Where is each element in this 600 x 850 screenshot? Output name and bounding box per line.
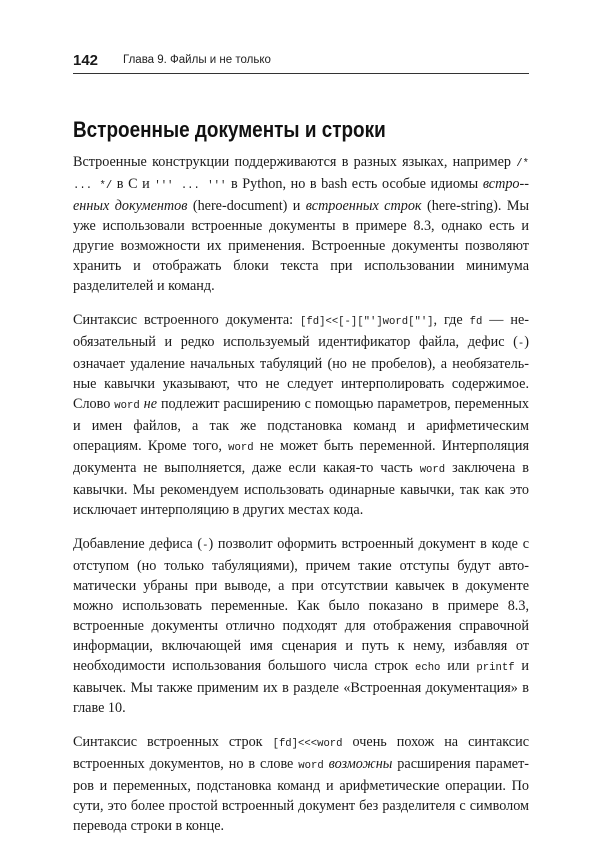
emphasis-text: встроенных строк — [305, 198, 422, 214]
body-text — [73, 152, 529, 850]
inline-code: /* ... */ — [73, 158, 529, 192]
text-run: , где — [433, 312, 470, 328]
text-run: подлежит расширению с помощью параметров, переменных и имен файлов, а так же подстановка команд и арифметическим операциям. Кроме того, — [73, 396, 530, 454]
text-run: заключена в кавычки. Мы рекомендуем использовать одинарные кавычки, так как это исключает интерполяцию в других местах кода. — [73, 460, 529, 518]
text-run: (here-string). Мы уже использовали встроенные документы в примере 8.3, однако есть и другие возможности их применения. Встроенные документы позволяют хранить и отображать блоки текста при использовании минимума разделителей и команд. — [73, 198, 529, 294]
inline-code: [fd]<<[-]["']word["'] — [300, 316, 434, 328]
paragraph — [73, 534, 529, 718]
text-run: или — [440, 658, 477, 674]
inline-code: - — [517, 338, 525, 350]
text-run: в C и — [112, 176, 155, 192]
emphasis-text: возможны — [328, 756, 393, 772]
section-title: Встроенные документы и строки — [73, 117, 386, 142]
text-run: Встроенные конструкции поддерживаются в разных языках, например — [73, 154, 517, 170]
inline-code: ''' ... ''' — [154, 180, 227, 192]
text-run: — необязательный и редко используемый идентификатор файла, дефис ( — [73, 312, 529, 350]
text-run: очень похож на синтаксис встроенных документов, но в слове — [73, 734, 529, 772]
paragraph — [73, 310, 529, 520]
emphasis-text: встро-енных документов — [73, 176, 529, 214]
text-run: Синтаксис встроенных строк — [73, 734, 273, 750]
text-run: Добавление дефиса ( — [73, 536, 203, 552]
inline-code: echo — [414, 662, 441, 674]
inline-code: printf — [476, 662, 515, 674]
text-run: расширения параметров и переменных, подстановка команд и арифметические операции. По сути, это более простой встроенный документ без разделителя с символом перевода строки в конце. — [73, 756, 530, 834]
header-rule — [73, 73, 529, 74]
inline-code: word — [419, 464, 446, 476]
text-run: ) позволит оформить встроенный документ в коде с отступом (но только табуляциями), причем такие отступы будут автоматически убраны при выводе, а при отсутствии кавычек в документе можно использовать переменные. Как было показано в примере 8.3, встроенные документы отлично подходят для отображения справочной информации, включающей имя сценария и путь к нему, избавляя от необходимости использования большого числа строк — [73, 536, 530, 674]
inline-code: fd — [469, 316, 483, 328]
inline-code: word — [298, 760, 324, 772]
inline-code: - — [202, 540, 209, 552]
inline-code: word — [228, 442, 254, 454]
text-run: (here-document) и — [187, 198, 306, 214]
emphasis-text: не — [143, 396, 158, 412]
text-run: Синтаксис встроенного документа: — [73, 312, 301, 328]
text-run: в Python, но в bash есть особые идиомы — [226, 176, 483, 192]
inline-code: word — [114, 400, 140, 412]
paragraph — [73, 732, 529, 836]
inline-code: [fd]<<<word — [272, 738, 343, 750]
paragraph — [73, 152, 529, 296]
text-run: и кавычек. Мы также применим их в разделе «Встроенная документация» в главе 10. — [73, 658, 530, 716]
page-number: 142 — [73, 52, 99, 69]
chapter-title: Глава 9. Файлы и не только — [123, 54, 271, 66]
text-run: ) означает удаление начальных табуляций (но не пробелов), а необязательные кавычки указывают, что не следует интерполировать содержимое. Слово — [73, 334, 529, 412]
running-header — [73, 52, 529, 72]
text-run: не может быть переменной. Интерполяция документа не выполняется, даже если какая-то часть — [73, 438, 529, 476]
